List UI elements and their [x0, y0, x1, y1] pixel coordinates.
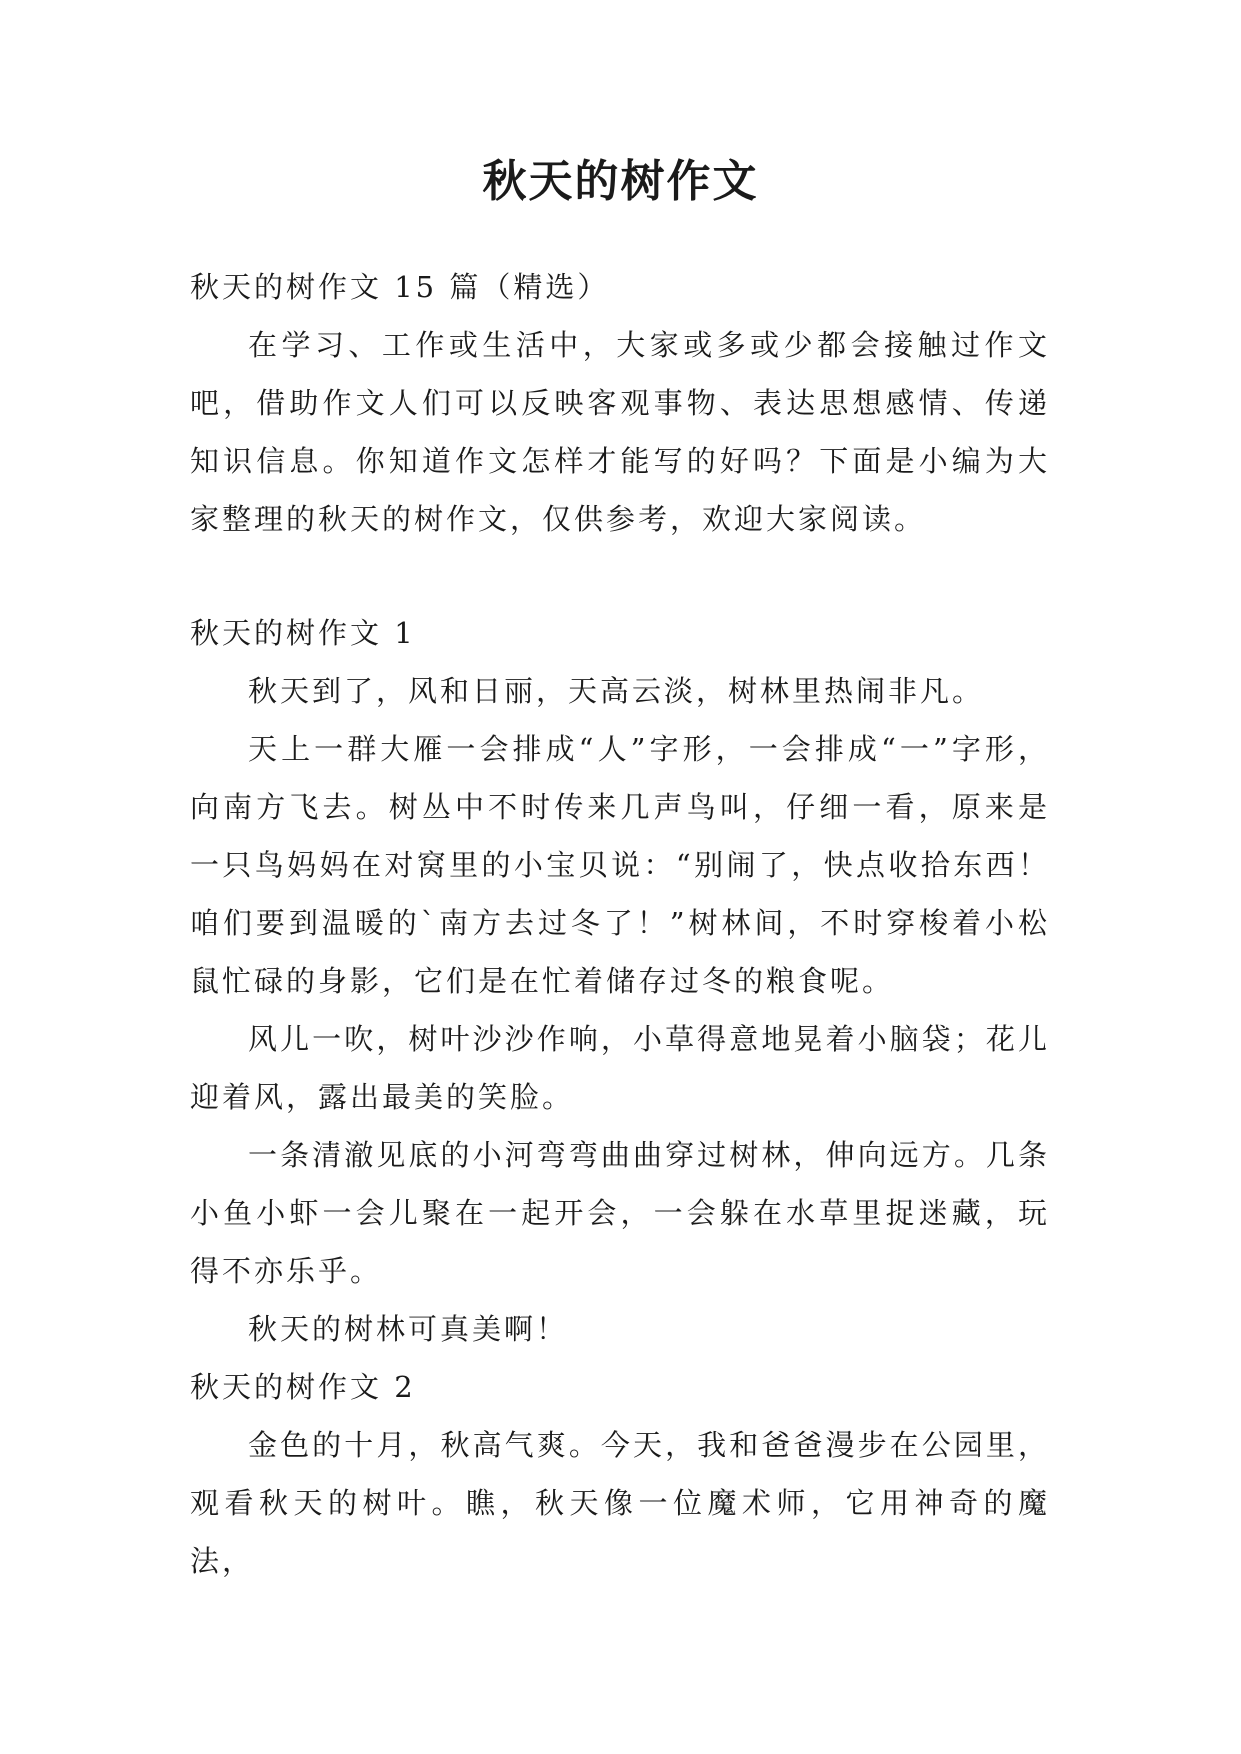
essay-1-paragraph-4: 一条清澈见底的小河弯弯曲曲穿过树林，伸向远方。几条小鱼小虾一会儿聚在一起开会，一会躲在水草里捉迷藏，玩得不亦乐乎。: [190, 1138, 1050, 1288]
section-spacer: [190, 548, 1050, 604]
intro-paragraph: 在学习、工作或生活中，大家或多或少都会接触过作文吧，借助作文人们可以反映客观事物、表达思想感情、传递知识信息。你知道作文怎样才能写的好吗？下面是小编为大家整理的秋天的树作文，仅供参考，欢迎大家阅读。: [190, 328, 1050, 536]
essay-1-heading: 秋天的树作文 1: [190, 616, 416, 650]
intro-heading: 秋天的树作文 15 篇（精选）: [190, 270, 610, 304]
essay-2-heading: 秋天的树作文 2: [190, 1370, 416, 1404]
essay-2-paragraph-1: 金色的十月，秋高气爽。今天，我和爸爸漫步在公园里，观看秋天的树叶。瞧，秋天像一位魔术师，它用神奇的魔法，: [190, 1428, 1050, 1578]
essay-1-paragraph-5: 秋天的树林可真美啊！: [248, 1312, 569, 1346]
essay-1-paragraph-2: 天上一群大雁一会排成“人”字形，一会排成“一”字形，向南方飞去。树丛中不时传来几声鸟叫，仔细一看，原来是一只鸟妈妈在对窝里的小宝贝说：“别闹了，快点收拾东西！咱们要到温暖的`南方去过冬了！”树林间，不时穿梭着小松鼠忙碌的身影，它们是在忙着储存过冬的粮食呢。: [190, 732, 1050, 998]
essay-1-paragraph-3: 风儿一吹，树叶沙沙作响，小草得意地晃着小脑袋；花儿迎着风，露出最美的笑脸。: [190, 1022, 1050, 1114]
document-title: 秋天的树作文: [482, 156, 759, 207]
document-body: [190, 258, 1050, 1590]
essay-1-paragraph-1: 秋天到了，风和日丽，天高云淡，树林里热闹非凡。: [248, 674, 985, 708]
